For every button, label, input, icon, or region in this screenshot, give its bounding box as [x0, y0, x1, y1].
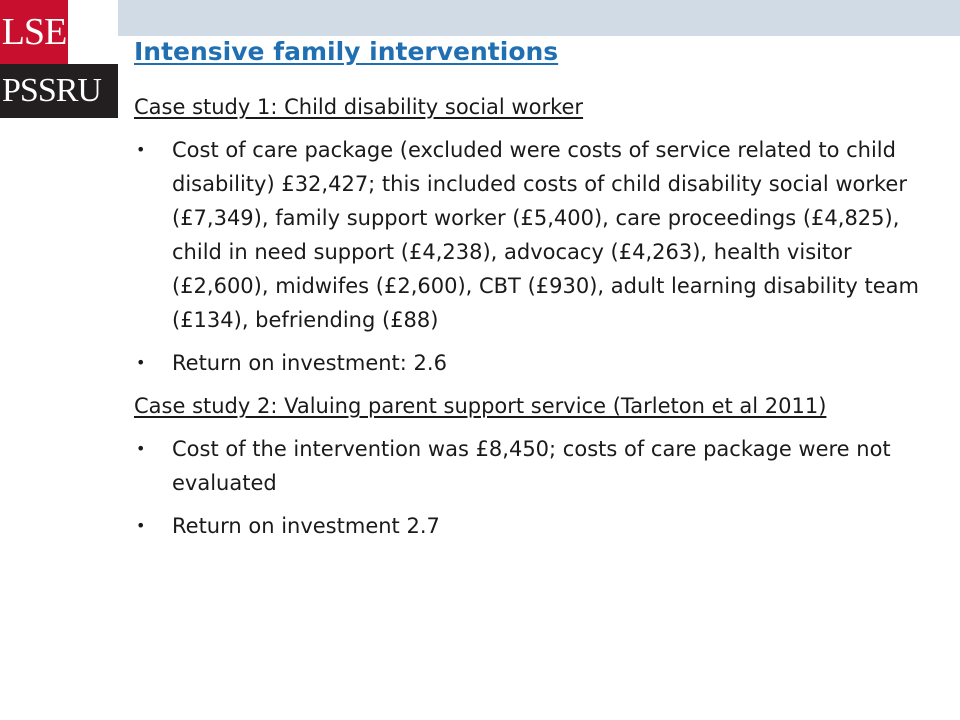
bullet-icon: •	[136, 353, 146, 372]
bullet-item	[134, 432, 934, 500]
bullet-text: Cost of care package (excluded were costs of service related to child disability) £32,427; this included costs of child disability social worker (£7,349), family support worker (£5,400), care proceedings (£4,825), child in need support (£4,238), advocacy (£4,263), health visitor (£2,600), midwifes (£2,600), CBT (£930), adult learning disability team (£134), befriending (£88)	[172, 138, 919, 332]
bullet-item	[134, 133, 934, 337]
bullet-text: Cost of the intervention was £8,450; costs of care package were not evaluated	[172, 437, 891, 495]
bullet-icon: •	[136, 140, 146, 159]
logo-pssru-text: PSSRU	[0, 64, 118, 118]
case-study-1-heading: Case study 1: Child disability social worker	[134, 95, 584, 119]
bullet-text: Return on investment: 2.6	[172, 351, 447, 375]
bullet-icon: •	[136, 516, 146, 535]
bullet-item	[134, 509, 934, 543]
lse-pssru-logo	[0, 0, 118, 118]
bullet-item	[134, 346, 934, 380]
bullet-text: Return on investment 2.7	[172, 514, 440, 538]
logo-lse-text: LSE	[0, 0, 68, 64]
slide-content	[134, 90, 934, 552]
bullet-icon: •	[136, 439, 146, 458]
case-study-2-heading: Case study 2: Valuing parent support service (Tarleton et al 2011)	[134, 394, 827, 418]
header-banner	[118, 0, 960, 36]
slide-title: Intensive family interventions	[134, 37, 559, 66]
